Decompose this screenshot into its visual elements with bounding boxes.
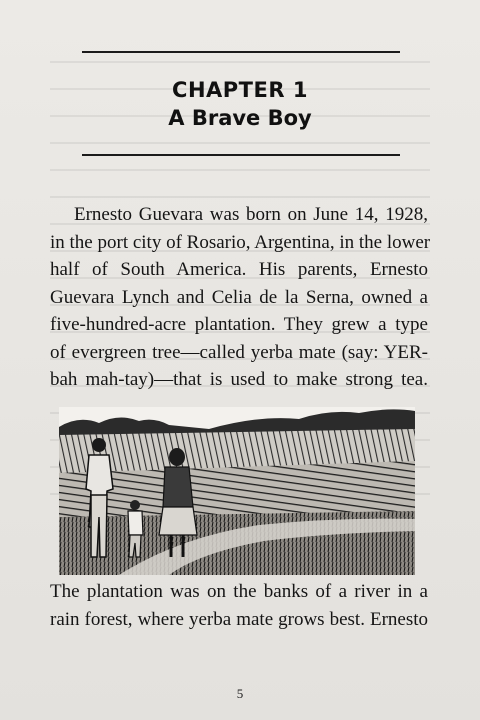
text-line: The plantation was on the banks of a river in a (50, 581, 428, 602)
plantation-illustration (59, 407, 415, 575)
text-line: in the port city of Rosario, Argentina, in the lower (50, 231, 431, 253)
bottom-rule (82, 154, 400, 156)
text-line: bah mah-tay)—that is used to make strong tea. (50, 369, 428, 390)
chapter-title: A Brave Boy (168, 106, 312, 130)
page-number: 5 (236, 686, 244, 701)
text-line: of evergreen tree—called yerba mate (say: YER- (50, 341, 428, 363)
paragraph-1 (50, 201, 431, 394)
top-rule (82, 51, 400, 53)
text-line: five-hundred-acre plantation. They grew a type (50, 314, 428, 335)
text-line: Guevara Lynch and Celia de la Serna, owned a (50, 286, 428, 308)
text-line: half of South America. His parents, Ernesto (50, 259, 428, 280)
plantation-drawing (59, 407, 415, 575)
paragraph-2 (50, 578, 428, 633)
chapter-label: CHAPTER 1 (172, 78, 308, 102)
text-line: Ernesto Guevara was born on June 14, 1928, (74, 204, 428, 225)
text-line: rain forest, where yerba mate grows best. Ernesto (50, 608, 428, 630)
